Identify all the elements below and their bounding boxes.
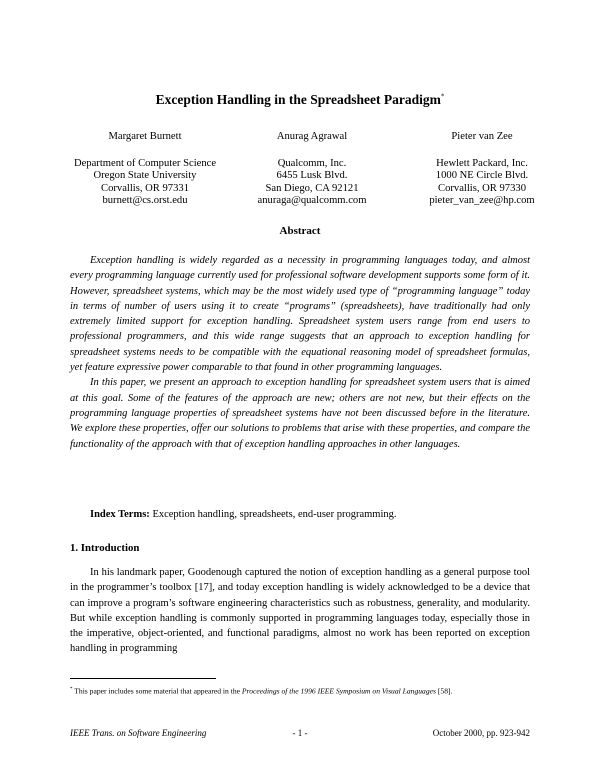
section-heading-introduction: 1. Introduction (70, 542, 140, 554)
abstract-heading: Abstract (279, 225, 321, 237)
page-number: - 1 - (292, 728, 308, 738)
author-address-line1: 6455 Lusk Blvd. (276, 170, 348, 181)
author-address-line2: San Diego, CA 92121 (265, 182, 359, 194)
footnote-mark: * (70, 687, 73, 692)
footnote-text: This paper includes some material that appeared in the (74, 686, 241, 696)
author-affiliation: Department of Computer Science (73, 157, 217, 169)
abstract-paragraph-2: In this paper, we present an approach to exception handling for spreadsheet system users that is aimed at this goal. Some of the features of the approach are new; others are not new, but their effects on the programming language properties of spreadsheet systems have not been discussed before in the literature. We explore these properties, offer our solutions to problems that arise with these properties, and compare the functionality of the approach with that of exception handling approaches in other languages. (70, 377, 530, 450)
author-name: Pieter van Zee (451, 131, 513, 142)
author-block-1 (60, 131, 230, 208)
author-block-3 (392, 131, 572, 208)
author-name: Margaret Burnett (108, 131, 182, 142)
footer-date-pages: October 2000, pp. 923-942 (432, 728, 530, 738)
paper-title (0, 92, 600, 108)
author-email: anuraga@qualcomm.com (257, 195, 367, 206)
footnote (70, 684, 530, 697)
footnote-reference: [58]. (437, 686, 453, 696)
abstract-body (70, 253, 530, 452)
title-footnote-mark: * (440, 92, 445, 101)
author-block-2 (232, 131, 392, 208)
paper-title-text: Exception Handling in the Spreadsheet Paradigm (155, 92, 441, 107)
author-address-line1: Oregon State University (93, 170, 197, 181)
index-terms-text: Exception handling, spreadsheets, end-user programming. (152, 509, 397, 520)
abstract-paragraph-1: Exception handling is widely regarded as a necessity in programming languages today, and almost every programming language currently used for professional software development supports some form of it. However, spreadsheet systems, which may be the most widely used type of “programming language” today in terms of number of users using it to create “programs” (spreadsheets), have traditionally had only extremely limited support for exception handling. Spreadsheet system users range from end users to professional programmers, and this wide range suggests that an approach to exception handling for spreadsheet systems needs to be compatible with the equational reasoning model of spreadsheet formulas, yet feature expressive power comparable to that found in other programming languages. (70, 255, 530, 374)
intro-paragraph: In his landmark paper, Goodenough captured the notion of exception handling as a general purpose tool in the programmer’s toolbox [17], and today exception handling is widely acknowledged to be a device that can improve a program’s software engineering characteristics such as robustness, generality, and modularity. But while exception handling is commonly supported in programming languages today, especially those in the imperative, object-oriented, and functional paradigms, almost no work has been reported on exception handling in programming (70, 567, 530, 655)
footnote-divider (70, 678, 216, 679)
author-affiliation: Qualcomm, Inc. (277, 157, 347, 169)
introduction-body (70, 565, 530, 657)
author-affiliation: Hewlett Packard, Inc. (436, 157, 528, 169)
author-email: pieter_van_zee@hp.com (429, 195, 535, 206)
author-email: burnett@cs.orst.edu (102, 195, 188, 206)
author-address-line2: Corvallis, OR 97330 (438, 182, 526, 194)
author-name: Anurag Agrawal (276, 131, 348, 142)
author-address-line1: 1000 NE Circle Blvd. (435, 170, 529, 181)
index-terms (90, 509, 550, 520)
footer-journal: IEEE Trans. on Software Engineering (70, 728, 207, 738)
index-terms-label: Index Terms: (90, 509, 150, 520)
author-address-line2: Corvallis, OR 97331 (101, 182, 189, 194)
footnote-venue: Proceedings of the 1996 IEEE Symposium on Visual Languages (241, 686, 436, 696)
